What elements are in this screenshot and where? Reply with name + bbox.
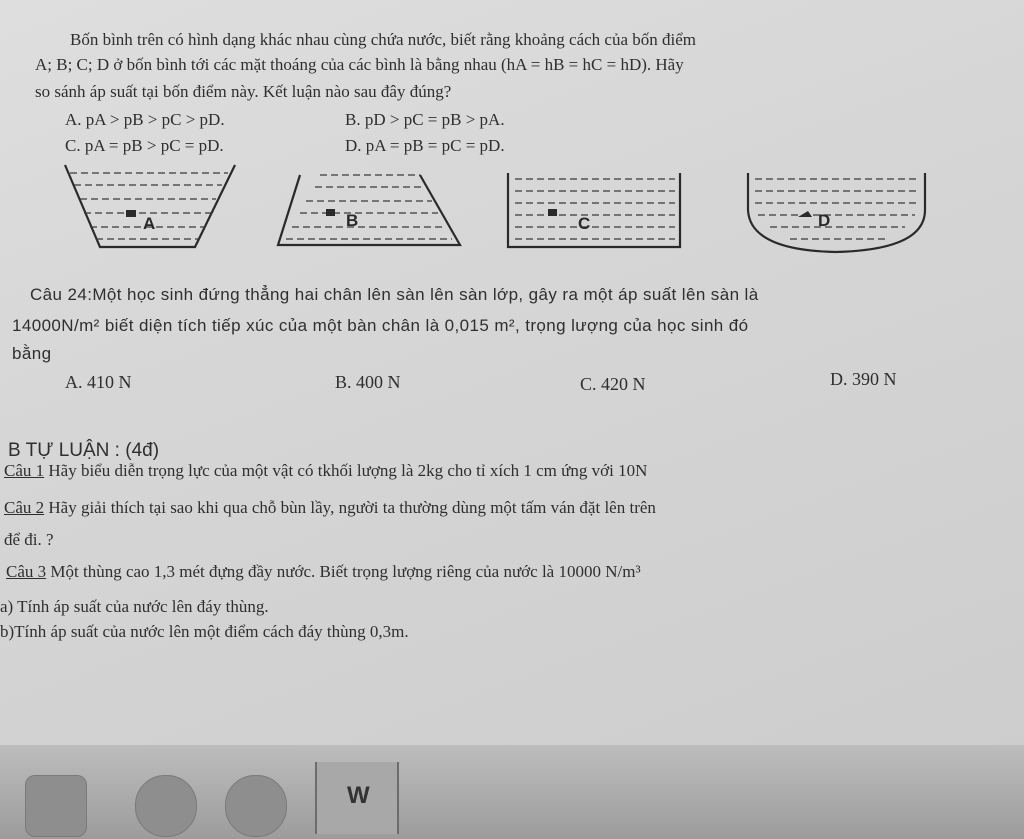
q24-line1: Câu 24:Một học sinh đứng thẳng hai chân lên sàn lên sàn lớp, gây ra một áp suất lên sàn là [30,285,759,304]
app-icon-2[interactable] [135,775,197,837]
essay-q2 [4,498,656,518]
q24-option-c: C. 420 N [580,374,646,394]
point-b-marker [326,209,335,216]
vessels-figure [0,155,1024,265]
essay-q2-text: Hãy giải thích tại sao khi qua chỗ bùn lầy, người ta thường dùng một tấm ván đặt lên trên [44,498,656,517]
vessel-label-b: B [346,211,359,230]
app-icon-3[interactable] [225,775,287,837]
essay-q3-label: Câu 3 [6,562,47,581]
point-c-marker [548,209,557,216]
q24-option-b: B. 400 N [335,372,401,392]
vessel-label-c: C [578,214,591,233]
vessel-label-d: D [818,211,831,230]
point-d-marker [798,211,812,217]
app-icon-1[interactable] [25,775,87,837]
q23-line1: Bốn bình trên có hình dạng khác nhau cùng chứa nước, biết rằng khoảng cách của bốn điểm [70,30,697,49]
essay-q3 [6,562,641,582]
essay-q2-label: Câu 2 [4,498,45,517]
essay-q3-part-a: a) Tính áp suất của nước lên đáy thùng. [0,597,269,616]
q23-line2: A; B; C; D ở bốn bình tới các mặt thoáng của các bình là bằng nhau (hA = hB = hC = hD). Hãy [35,55,684,74]
essay-q3-part-b: b)Tính áp suất của nước lên một điểm cách đáy thùng 0,3m. [0,622,409,641]
q24-line3: bằng [12,344,52,363]
word-icon: W [347,782,370,809]
q23-line3: so sánh áp suất tại bốn điểm này. Kết luận nào sau đây đúng? [35,82,452,101]
q23-option-a: A. pA > pB > pC > pD. [65,110,225,129]
essay-q3-text: Một thùng cao 1,3 mét đựng đầy nước. Biết trọng lượng riêng của nước là 10000 N/m³ [46,562,641,581]
essay-q1-label: Câu 1 [4,461,45,480]
q24-option-a: A. 410 N [65,372,132,392]
vessel-d [748,173,925,252]
vessel-c [508,173,680,247]
word-app-button[interactable] [315,762,399,834]
q23-option-c: C. pA = pB > pC = pD. [65,136,224,155]
q24-option-d: D. 390 N [830,369,897,389]
essay-q1 [4,461,647,481]
q24-line2: 14000N/m² biết diện tích tiếp xúc của một bàn chân là 0,015 m², trọng lượng của học sinh đó [12,316,749,335]
essay-q1-text: Hãy biểu diễn trọng lực của một vật có tkhối lượng là 2kg cho tỉ xích 1 cm ứng với 10N [44,461,648,480]
q23-option-d: D. pA = pB = pC = pD. [345,136,505,155]
vessel-b [278,175,460,245]
point-a-marker [126,210,136,217]
essay-heading: B TỰ LUẬN : (4đ) [8,440,160,461]
essay-q2-continued: để đi. ? [4,530,54,549]
q23-option-b: B. pD > pC = pB > pA. [345,110,505,129]
vessel-a [65,165,235,247]
vessel-label-a: A [143,214,156,233]
